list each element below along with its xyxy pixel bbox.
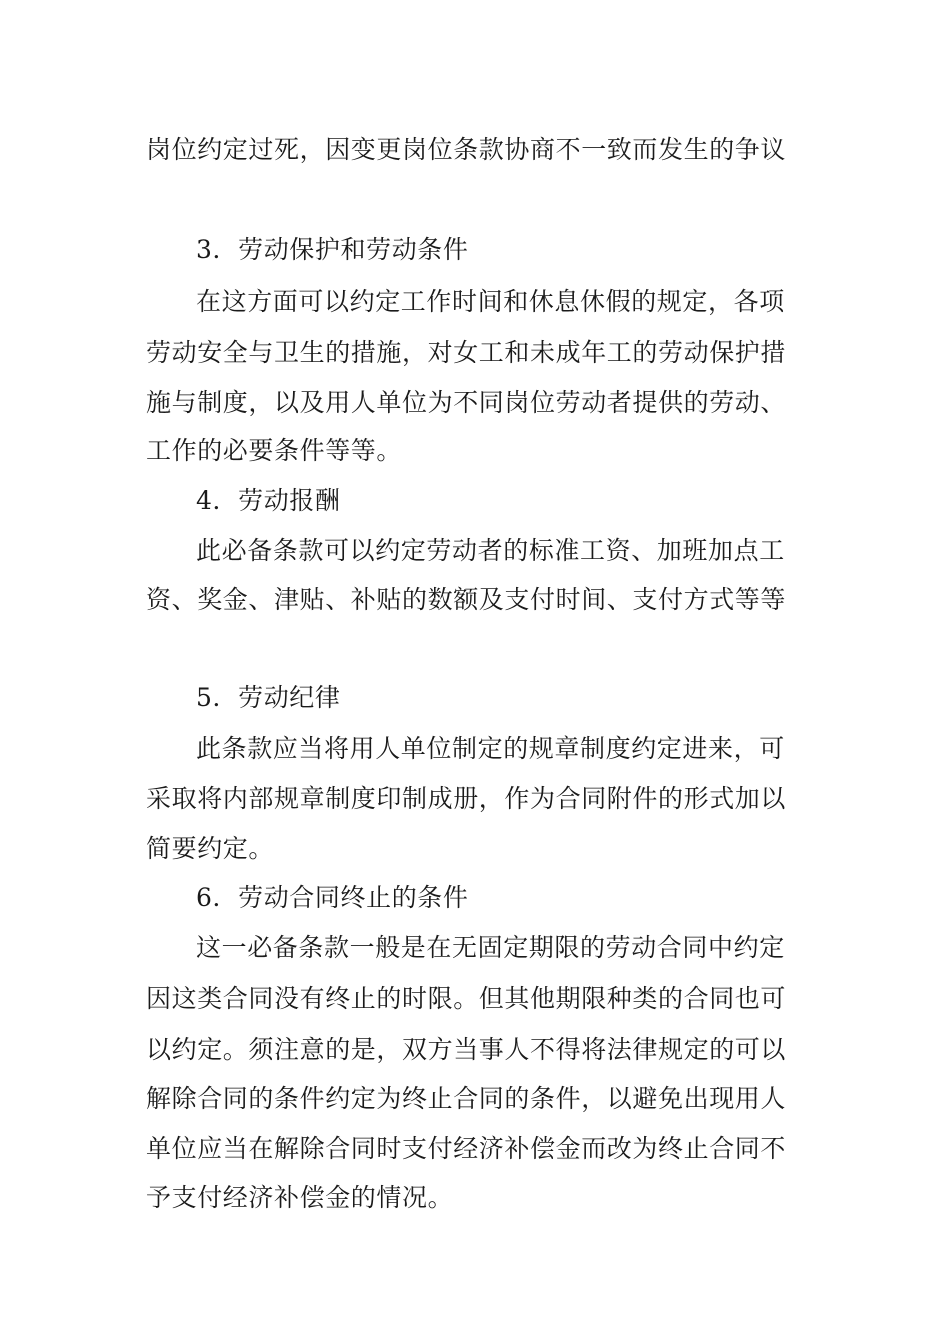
paragraph-line: 在这方面可以约定工作时间和休息休假的规定，各项 xyxy=(196,287,785,316)
section-heading: 6．劳动合同终止的条件 xyxy=(196,883,469,912)
paragraph-line: 此条款应当将用人单位制定的规章制度约定进来，可 xyxy=(196,734,785,763)
paragraph-line: 施与制度，以及用人单位为不同岗位劳动者提供的劳动、 xyxy=(146,388,787,417)
paragraph-line: 采取将内部规章制度印制成册，作为合同附件的形式加以 xyxy=(146,784,787,813)
paragraph-line: 资、奖金、津贴、补贴的数额及支付时间、支付方式等等 xyxy=(146,585,787,614)
paragraph-line: 单位应当在解除合同时支付经济补偿金而改为终止合同不 xyxy=(146,1134,787,1163)
paragraph-line: 工作的必要条件等等。 xyxy=(146,436,403,465)
paragraph-line: 解除合同的条件约定为终止合同的条件，以避免出现用人 xyxy=(146,1084,787,1113)
paragraph-line: 劳动安全与卫生的措施，对女工和未成年工的劳动保护措 xyxy=(146,338,787,367)
paragraph-line: 以约定。须注意的是，双方当事人不得将法律规定的可以 xyxy=(146,1035,787,1064)
paragraph-line: 简要约定。 xyxy=(146,834,275,863)
section-heading: 5．劳动纪律 xyxy=(196,683,341,712)
section-heading: 4．劳动报酬 xyxy=(196,486,341,515)
paragraph-line: 此必备条款可以约定劳动者的标准工资、加班加点工 xyxy=(196,536,785,565)
section-heading: 3．劳动保护和劳动条件 xyxy=(196,235,469,264)
paragraph-line: 因这类合同没有终止的时限。但其他期限种类的合同也可 xyxy=(146,984,787,1013)
paragraph-line: 这一必备条款一般是在无固定期限的劳动合同中约定 xyxy=(196,933,785,962)
paragraph-line: 予支付经济补偿金的情况。 xyxy=(146,1183,454,1212)
paragraph-line: 岗位约定过死，因变更岗位条款协商不一致而发生的争议 xyxy=(146,135,787,164)
